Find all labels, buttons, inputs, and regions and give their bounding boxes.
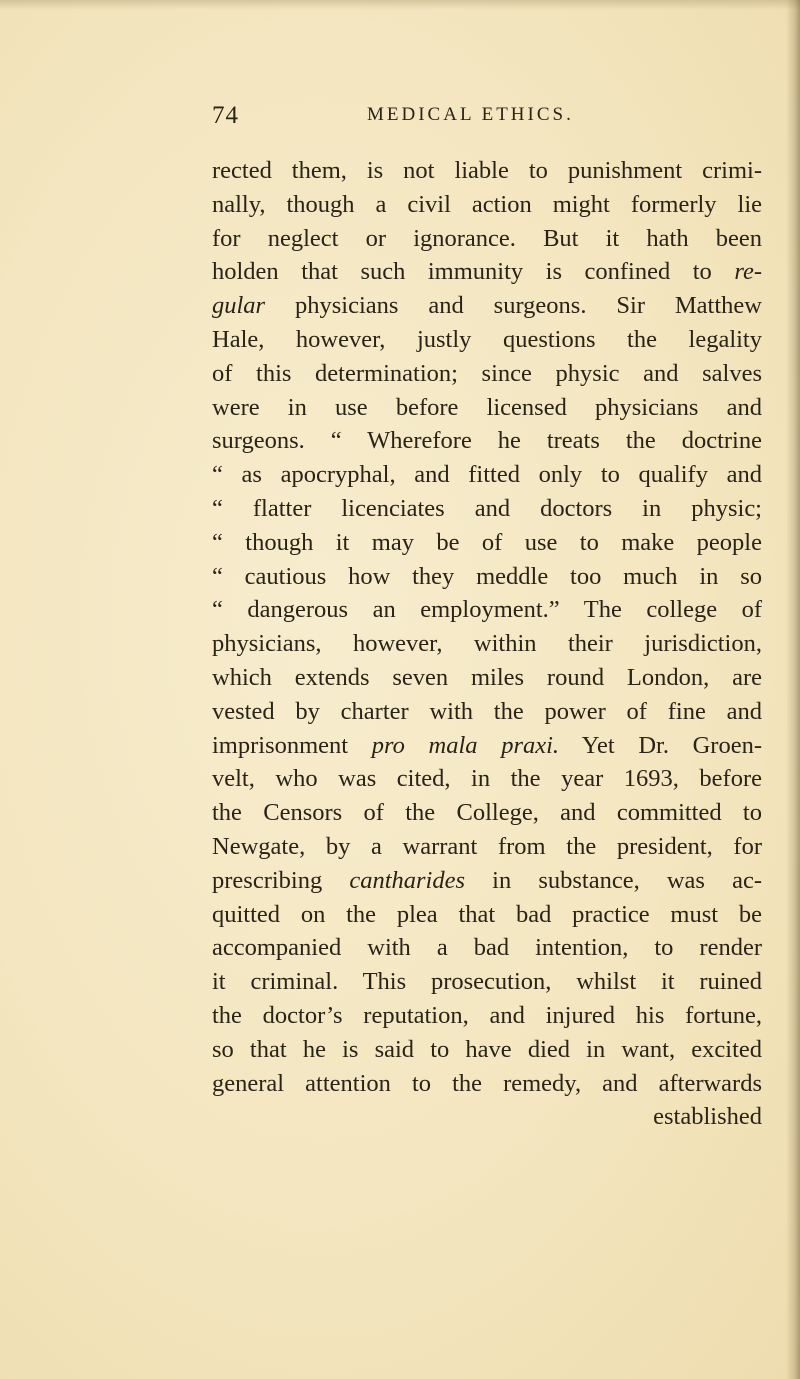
text-line xyxy=(212,729,762,763)
text-line xyxy=(212,1067,762,1101)
text-segment: physicians, however, within their jurisdiction, xyxy=(212,630,762,658)
text-segment: in substance, was ac- xyxy=(465,866,762,894)
text-segment: vested by charter with the power of fine and xyxy=(212,697,762,725)
text-segment: quitted on the plea that bad practice must be xyxy=(212,900,762,928)
text-segment: imprisonment xyxy=(212,731,372,759)
text-line xyxy=(212,458,762,492)
text-line xyxy=(212,931,762,965)
text-segment: for neglect or ignorance. But it hath been xyxy=(212,224,762,252)
text-segment: pro mala praxi. xyxy=(371,731,560,759)
text-segment: were in use before licensed physicians and xyxy=(212,393,762,421)
text-line xyxy=(212,762,762,796)
text-segment: Yet Dr. Groen- xyxy=(559,731,762,759)
text-line xyxy=(212,999,762,1033)
text-segment: “ though it may be of use to make people xyxy=(212,528,762,556)
text-line xyxy=(212,154,762,188)
text-segment: it criminal. This prosecution, whilst it ruined xyxy=(212,968,762,996)
text-line xyxy=(212,492,762,526)
text-segment: established xyxy=(653,1103,762,1131)
text-line xyxy=(212,188,762,222)
page-number: 74 xyxy=(212,102,239,129)
text-segment: so that he is said to have died in want, excited xyxy=(212,1035,762,1063)
text-segment: general attention to the remedy, and afterwards xyxy=(212,1069,762,1097)
text-line xyxy=(212,695,762,729)
text-segment: holden that such immunity is confined to xyxy=(212,258,735,286)
text-segment: the Censors of the College, and committed to xyxy=(212,799,762,827)
running-title: MEDICAL ETHICS. xyxy=(367,104,574,125)
body-text xyxy=(212,154,762,1134)
text-line xyxy=(212,323,762,357)
text-line xyxy=(212,255,762,289)
text-line xyxy=(212,289,762,323)
text-line xyxy=(212,222,762,256)
page-header xyxy=(212,102,762,134)
text-line xyxy=(212,965,762,999)
text-segment: “ as apocryphal, and fitted only to qualify and xyxy=(212,461,762,489)
text-segment: velt, who was cited, in the year 1693, before xyxy=(212,765,762,793)
text-segment: physicians and surgeons. Sir Matthew xyxy=(265,292,762,320)
text-line xyxy=(212,864,762,898)
text-line xyxy=(212,796,762,830)
text-line xyxy=(212,661,762,695)
text-line xyxy=(212,424,762,458)
text-segment: prescribing xyxy=(212,866,350,894)
text-line xyxy=(212,357,762,391)
text-line xyxy=(212,830,762,864)
text-line xyxy=(212,593,762,627)
page-binding-shadow xyxy=(786,0,800,1379)
text-segment: re- xyxy=(734,258,762,286)
text-line xyxy=(212,1033,762,1067)
text-line xyxy=(212,391,762,425)
text-segment: “ dangerous an employment.” The college of xyxy=(212,596,762,624)
text-segment: gular xyxy=(212,292,266,320)
text-line xyxy=(212,627,762,661)
text-line xyxy=(212,526,762,560)
text-segment: Hale, however, justly questions the legality xyxy=(212,325,762,353)
text-line xyxy=(212,560,762,594)
text-segment: surgeons. “ Wherefore he treats the doctrine xyxy=(212,427,762,455)
text-segment: which extends seven miles round London, are xyxy=(212,663,762,691)
text-segment: cantharides xyxy=(349,866,466,894)
text-segment: of this determination; since physic and salves xyxy=(212,359,762,387)
text-line xyxy=(212,1100,762,1134)
text-segment: the doctor’s reputation, and injured his fortune, xyxy=(212,1001,762,1029)
page-top-shadow xyxy=(0,0,800,10)
text-segment: rected them, is not liable to punishment crimi- xyxy=(212,157,762,184)
text-segment: accompanied with a bad intention, to render xyxy=(212,934,762,962)
text-segment: “ cautious how they meddle too much in so xyxy=(212,562,762,590)
text-segment: “ flatter licenciates and doctors in physic; xyxy=(212,494,762,522)
text-segment: nally, though a civil action might formerly lie xyxy=(212,190,762,218)
text-line xyxy=(212,898,762,932)
text-segment: Newgate, by a warrant from the president, for xyxy=(212,832,762,860)
